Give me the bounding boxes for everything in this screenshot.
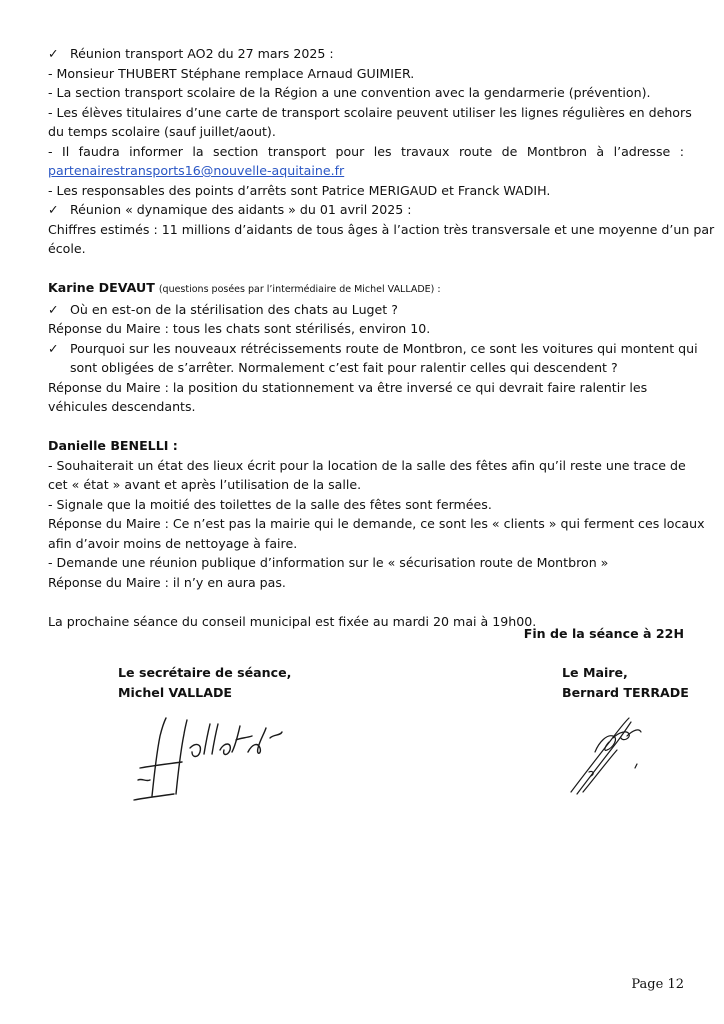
checkmark-icon: ✓ [48,301,59,317]
paragraph: - Demande une réunion publique d’information sur le « sécurisation route de Montbron » [48,555,609,570]
secretary-block [118,663,291,702]
paragraph: - La section transport scolaire de la Région a une convention avec la gendarmerie (prévention). [48,85,651,100]
answer: véhicules descendants. [48,399,196,414]
question-item: ✓ Pourquoi sur les nouveaux rétrécissements route de Montbron, ce sont les voitures qui montent qui [48,339,684,359]
item-reunion-transport: ✓ Réunion transport AO2 du 27 mars 2025 : [48,44,684,64]
secretary-name: Michel VALLADE [118,684,233,700]
mayor-name: Bernard TERRADE [562,684,689,700]
answer: Réponse du Maire : il n’y en aura pas. [48,574,286,590]
mayor-title: Le Maire, [562,665,628,680]
page-number: Page 12 [631,977,684,992]
paragraph: Chiffres estimés : 11 millions d’aidants de tous âges à l’action très transversale et une moyenne d’un par [48,221,715,237]
danielle-heading: Danielle BENELLI : [48,438,178,453]
secretary-signature-icon [120,708,300,804]
checkmark-icon: ✓ [48,340,59,356]
answer: afin d’avoir moins de nettoyage à faire. [48,535,298,551]
karine-name: Karine DEVAUT [48,280,155,295]
answer: Réponse du Maire : tous les chats sont stérilisés, environ 10. [48,321,431,336]
paragraph: - Les responsables des points d’arrêts sont Patrice MERIGAUD et Franck WADIH. [48,182,551,198]
mayor-signature-icon [565,712,655,800]
paragraph: école. [48,241,86,256]
spacer [48,417,684,437]
paragraph: - Les élèves titulaires d’une carte de transport scolaire peuvent utiliser les lignes régulières en dehors [48,104,692,120]
email-line [48,161,684,181]
answer: Réponse du Maire : la position du stationnement va être inversé ce qui devrait faire ralentir les [48,379,648,395]
paragraph: - Monsieur THUBERT Stéphane remplace Arnaud GUIMIER. [48,65,415,81]
email-link[interactable]: partenairestransports16@nouvelle-aquitaine.fr [48,163,345,178]
item-reunion-aidants: ✓ Réunion « dynamique des aidants » du 01 avril 2025 : [48,200,684,220]
next-session: La prochaine séance du conseil municipal est fixée au mardi 20 mai à 19h00. [48,613,537,629]
checkmark-icon: ✓ [48,202,59,217]
paragraph: cet « état » avant et après l’utilisation de la salle. [48,477,362,492]
spacer [48,259,684,279]
paragraph: - Signale que la moitié des toilettes de la salle des fêtes sont fermées. [48,496,492,512]
paragraph: - Il faudra informer la section transport pour les travaux route de Montbron à l’adresse : [48,143,684,159]
secretary-title: Le secrétaire de séance, [118,665,292,680]
mayor-block [562,663,689,702]
question-item: ✓ Où en est-on de la stérilisation des chats au Luget ? [48,300,684,320]
paragraph: - Souhaiterait un état des lieux écrit pour la location de la salle des fêtes afin qu’il reste une trace de [48,457,686,473]
answer: Réponse du Maire : Ce n’est pas la mairie qui le demande, ce sont les « clients » qui ferment ces locaux [48,516,705,531]
spacer [48,592,684,612]
document-body [48,44,715,631]
karine-heading [48,278,684,300]
paragraph: du temps scolaire (sauf juillet/aout). [48,124,276,139]
question-continuation: sont obligées de s’arrêter. Normalement c’est fait pour ralentir celles qui descendent ? [70,360,618,375]
checkmark-icon: ✓ [48,46,59,61]
end-of-session: Fin de la séance à 22H [523,626,684,641]
karine-note: (questions posées par l’intermédiaire de Michel VALLADE) : [158,284,441,295]
